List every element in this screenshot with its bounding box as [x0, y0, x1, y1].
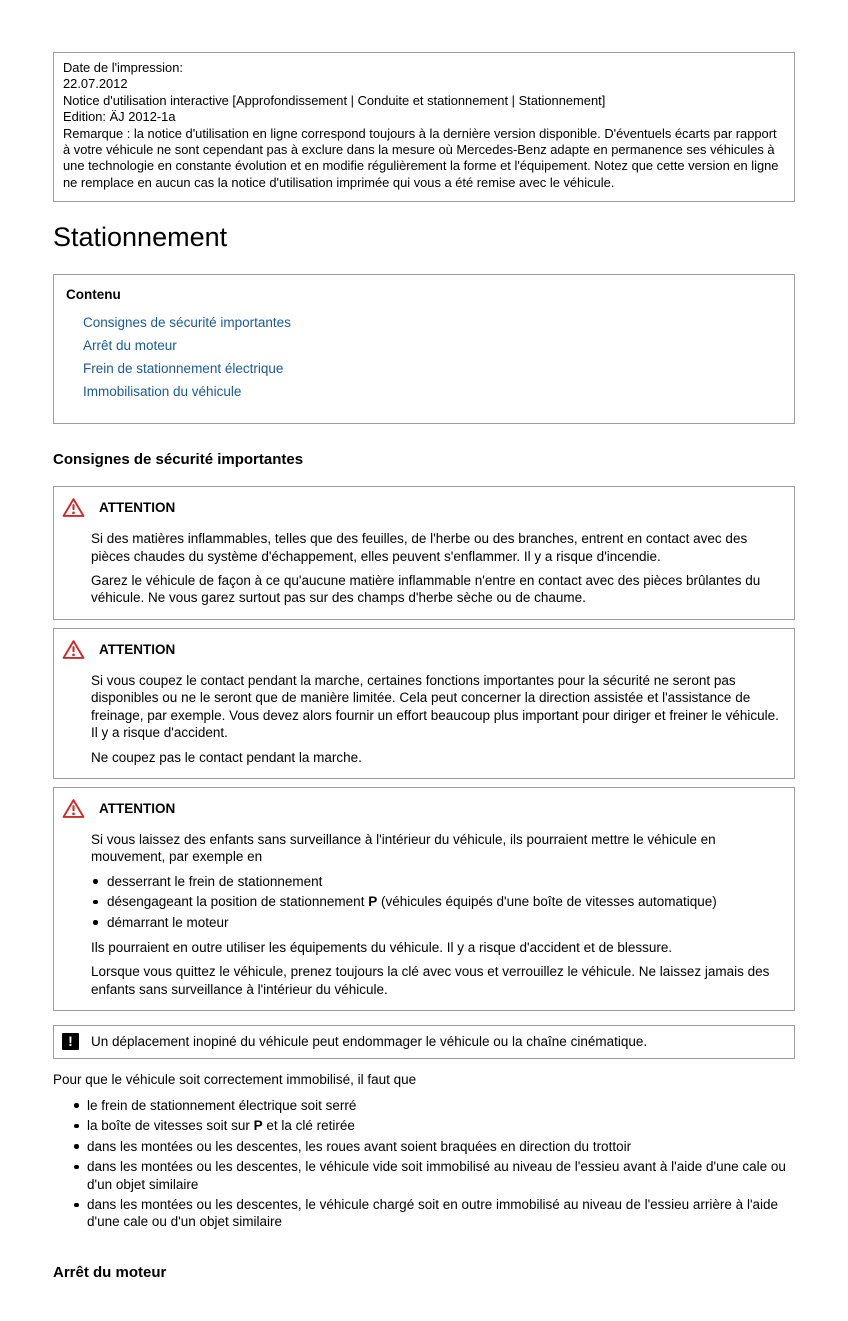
section-heading-security: Consignes de sécurité importantes — [53, 451, 304, 469]
toc-link-frein-stationnement[interactable]: Frein de stationnement électrique — [83, 361, 284, 377]
bullet-text: (véhicules équipés d'une boîte de vitesses automatique) — [377, 894, 717, 910]
warning-paragraph: Garez le véhicule de façon à ce qu'aucune matière inflammable n'entre en contact avec des pièces brûlantes du véhicule. Ne vous garez surtout pas sur des champs d'herbe sèche ou de chaume. — [91, 573, 761, 606]
warning-bullet — [91, 914, 780, 931]
warning-triangle-icon — [62, 798, 85, 819]
warning-header — [61, 497, 780, 518]
toc-list — [66, 314, 782, 401]
toc-link-immobilisation[interactable]: Immobilisation du véhicule — [83, 384, 242, 400]
toc-item — [83, 383, 782, 401]
warning-paragraph: Ils pourraient en outre utiliser les équipements du véhicule. Il y a risque d'accident et de blessure. — [91, 939, 673, 955]
remark-text: Remarque : la notice d'utilisation en ligne correspond toujours à la dernière version disponible. D'éventuels écarts par rapport à votre véhicule ne sont cependant pas à exclure dans la mesure où Mercedes-Benz adapte en permanence ses véhicules à une technologie en constante évolution et en modifie régulièrement la forme et l'équipement. Notez que cette version en ligne ne remplace en aucun cas la notice d'utilisation imprimée qui vous a été remise avec le véhicule. — [63, 125, 779, 190]
warning-bullet-list — [91, 873, 780, 931]
immobilization-bullet — [53, 1158, 795, 1193]
bullet-text: dans les montées ou les descentes, les roues avant soient braquées en direction du trottoir — [87, 1138, 632, 1154]
immobilization-bullet — [53, 1117, 795, 1134]
immobilization-bullet — [53, 1138, 795, 1155]
print-date-label: Date de l'impression: — [63, 60, 183, 75]
bullet-text: dans les montées ou les descentes, le véhicule chargé soit en outre immobilisé au niveau de l'essieu arrière à l'aide d'une cale ou d'un objet similaire — [87, 1197, 779, 1230]
breadcrumb: Notice d'utilisation interactive [Approfondissement | Conduite et stationnement | Stationnement] — [63, 92, 606, 108]
bullet-bold: P — [368, 894, 378, 910]
bullet-text: le frein de stationnement électrique soit serré — [87, 1097, 357, 1113]
print-date-value: 22.07.2012 — [63, 76, 128, 92]
bullet-text: dans les montées ou les descentes, le véhicule vide soit immobilisé au niveau de l'essieu avant à l'aide d'une cale ou d'un objet similaire — [87, 1159, 786, 1192]
immobilization-list — [53, 1097, 795, 1231]
warning-paragraph: Lorsque vous quittez le véhicule, prenez toujours la clé avec vous et verrouillez le véhicule. Ne laissez jamais des enfants sans surveillance à l'intérieur du véhicule. — [91, 964, 770, 997]
warning-label: ATTENTION — [99, 800, 176, 816]
toc-link-consignes[interactable]: Consignes de sécurité importantes — [83, 315, 291, 331]
note-text: Un déplacement inopiné du véhicule peut endommager le véhicule ou la chaîne cinématique. — [91, 1034, 648, 1050]
bullet-bold: P — [253, 1118, 263, 1134]
toc-item — [83, 337, 782, 355]
bullet-text: désengageant la position de stationnement — [107, 894, 369, 910]
warning-body — [91, 831, 780, 998]
warning-paragraph: Si vous laissez des enfants sans surveillance à l'intérieur du véhicule, ils pourraient mettre le véhicule en mouvement, par exemple en — [91, 831, 716, 865]
warning-label: ATTENTION — [99, 641, 176, 657]
warning-paragraph: Ne coupez pas le contact pendant la marche. — [91, 749, 362, 765]
page-title: Stationnement — [53, 222, 228, 253]
warning-body — [91, 672, 780, 766]
bullet-text: démarrant le moteur — [107, 914, 229, 930]
bullet-text: desserrant le frein de stationnement — [107, 873, 323, 889]
bullet-text: et la clé retirée — [262, 1118, 355, 1134]
bullet-text: la boîte de vitesses soit sur — [87, 1118, 254, 1134]
toc-link-arret-moteur[interactable]: Arrêt du moteur — [83, 338, 177, 354]
immobilization-intro: Pour que le véhicule soit correctement immobilisé, il faut que — [53, 1071, 417, 1087]
warning-paragraph: Si des matières inflammables, telles que des feuilles, de l'herbe ou des branches, entrent en contact avec des pièces chaudes du système d'échappement, elles peuvent s'enflammer. Il y a risque d'incendie. — [91, 531, 748, 564]
toc-box — [53, 274, 795, 424]
toc-title: Contenu — [66, 287, 121, 303]
warning-box-children — [53, 787, 795, 1011]
warning-triangle-icon — [62, 639, 85, 660]
immobilization-bullet — [53, 1196, 795, 1231]
warning-body — [91, 530, 780, 607]
immobilization-bullet — [53, 1097, 795, 1114]
warning-label: ATTENTION — [99, 500, 176, 516]
warning-bullet — [91, 893, 780, 910]
section-heading-engine-off: Arrêt du moteur — [53, 1263, 167, 1281]
warning-box-ignition — [53, 628, 795, 779]
warning-box-flammable — [53, 486, 795, 620]
warning-header — [61, 798, 780, 819]
warning-bullet — [91, 873, 780, 890]
toc-item — [83, 360, 782, 378]
note-box — [53, 1025, 795, 1058]
warning-paragraph: Si vous coupez le contact pendant la marche, certaines fonctions importantes pour la sécurité ne seront pas disponibles ou ne le seront que de manière limitée. Cela peut concerner la direction assistée et l'assistance de freinage, par exemple. Vous devez alors fournir un effort beaucoup plus important pour diriger et freiner le véhicule. Il y a risque d'accident. — [91, 672, 779, 741]
warning-triangle-icon — [62, 497, 85, 518]
print-info-box — [53, 52, 795, 202]
warning-header — [61, 639, 780, 660]
exclamation-square-icon: ! — [62, 1033, 79, 1050]
edition-label: Edition: ÄJ 2012-1a — [63, 109, 176, 125]
toc-item — [83, 314, 782, 332]
